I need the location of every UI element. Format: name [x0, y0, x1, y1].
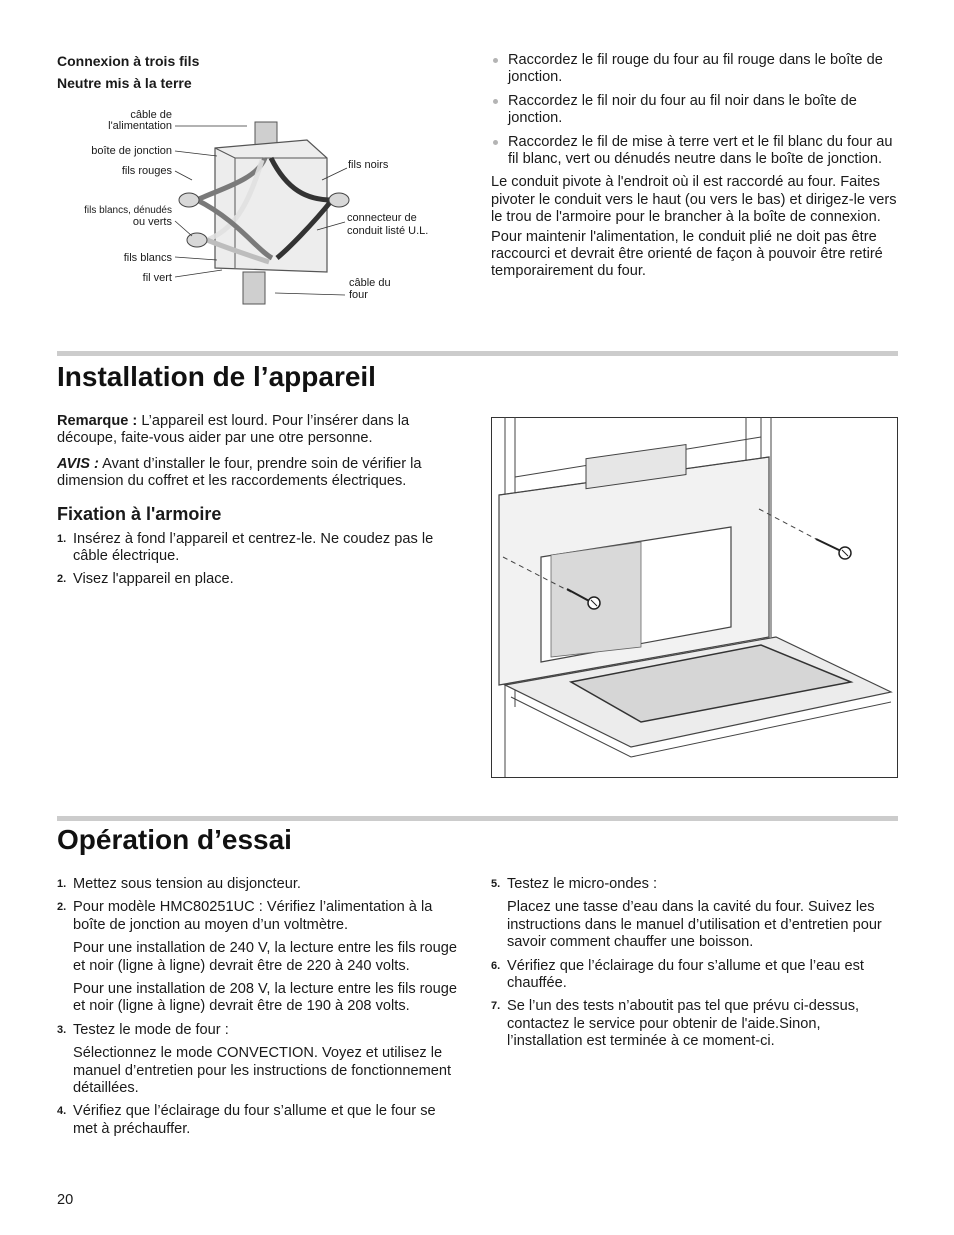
step-subtext: Pour une installation de 208 V, la lecture entre les fils rouge et noir (ligne à ligne) devrait être de 190 à 208 volts.	[73, 981, 458, 1015]
remark-paragraph	[57, 413, 462, 448]
test-steps-left	[57, 876, 462, 1144]
label-or-green: ou verts	[132, 216, 172, 228]
step-number: 2.	[57, 573, 67, 586]
list-item	[57, 1103, 462, 1138]
step-text: Visez l'appareil en place.	[73, 571, 234, 588]
list-item: Raccordez le fil rouge du four au fil rouge dans le boîte de jonction.	[491, 52, 899, 87]
step-text: Se l’un des tests n’aboutit pas tel que prévu ci-dessus, contactez le service pour obtenir de l'aide.Sinon, l’installation est terminée à ce moment-ci.	[507, 998, 860, 1050]
step-number: 6.	[491, 959, 501, 972]
step-number: 7.	[491, 1000, 501, 1013]
label-green-wire: fil vert	[142, 272, 172, 284]
step-subtext: Pour une installation de 240 V, la lecture entre les fils rouge et noir (ligne à ligne) devrait être de 220 à 240 volts.	[73, 940, 458, 974]
label-white-bare-wires: fils blancs, dénudés	[84, 205, 172, 216]
step-text: Testez le micro-ondes :	[507, 876, 658, 892]
list-item: Raccordez le fil de mise à terre vert et le fil blanc du four au fil blanc, vert ou dénudés neutre dans le boîte de jonction.	[491, 134, 899, 169]
installation-title: Installation de l’appareil	[57, 361, 376, 392]
avis-text: Avant d’installer le four, prendre soin de vérifier la dimension du coffret et les raccordements électriques.	[57, 455, 422, 490]
installation-text	[57, 413, 462, 595]
wiring-bullet-list	[491, 52, 899, 168]
list-item: Raccordez le fil noir du four au fil noir dans le boîte de jonction.	[491, 93, 899, 128]
step-subtext: Sélectionnez le mode CONVECTION. Voyez et utilisez le manuel d’entretien pour les instructions de fonctionnement détaillées.	[73, 1045, 452, 1097]
step-number: 5.	[491, 878, 501, 890]
step-subtext: Placez une tasse d’eau dans la cavité du four. Suivez les instructions dans le manuel d’utilisation et d’entretien pour savoir comment chauffer une boisson.	[507, 899, 882, 951]
label-supply-cable-1: câble de	[130, 109, 172, 121]
step-number: 2.	[57, 901, 67, 914]
step-number: 1.	[57, 532, 67, 545]
step-text: Vérifiez que l’éclairage du four s’allume et que l’eau est chauffée.	[507, 957, 864, 992]
step-number: 1.	[57, 878, 67, 890]
wire-nut-icon	[329, 193, 349, 207]
label-red-wires: fils rouges	[121, 165, 172, 177]
label-white-wires: fils blancs	[123, 252, 172, 264]
test-title: Opération d’essai	[57, 824, 292, 855]
step-text: Pour modèle HMC80251UC : Vérifiez l’alimentation à la boîte de jonction au moyen d’un voltmètre.	[73, 899, 433, 933]
list-item	[57, 531, 462, 566]
oven-installation-illustration	[491, 417, 898, 778]
test-step-list	[491, 876, 899, 1051]
wiring-diagram	[57, 100, 457, 315]
label-supply-cable-2: l'alimentation	[108, 120, 172, 132]
list-item	[491, 876, 899, 952]
section-divider	[57, 351, 898, 356]
label-junction-box: boîte de jonction	[91, 145, 172, 157]
label-oven-cable-1: câble du	[349, 277, 391, 289]
label-black-wires: fils noirs	[348, 159, 389, 171]
step-text: Insérez à fond l’appareil et centrez-le. Ne coudez pas le câble électrique.	[73, 530, 434, 565]
test-steps-right	[491, 876, 899, 1057]
step-number: 4.	[57, 1105, 67, 1118]
wiring-heading-1: Connexion à trois fils	[57, 53, 200, 69]
wire-nut-icon	[179, 193, 199, 207]
page-number: 20	[57, 1192, 74, 1208]
step-text: Vérifiez que l’éclairage du four s’allume et que le four se met à préchauffer.	[73, 1103, 436, 1137]
oven-conduit	[243, 272, 265, 304]
avis-paragraph	[57, 456, 462, 491]
list-item	[57, 876, 462, 893]
step-text: Testez le mode de four :	[73, 1021, 229, 1038]
power-paragraph: Pour maintenir l'alimentation, le conduit plié ne doit pas être raccourci et devrait être orienté de façon à pouvoir être retiré temporairement du four.	[491, 228, 883, 280]
list-item	[57, 899, 462, 1015]
fixation-subtitle: Fixation à l'armoire	[57, 503, 222, 524]
conduit-paragraph: Le conduit pivote à l'endroit où il est raccordé au four. Faites pivoter le conduit vers le haut (ou vers le bas) et dirigez-le vers le trou de l'armoire pour le brancher à la boîte de connexion.	[491, 174, 897, 226]
avis-label: AVIS :	[57, 455, 99, 472]
list-item	[57, 571, 462, 588]
list-item	[491, 998, 899, 1050]
label-connector-2: conduit listé U.L.	[347, 225, 429, 237]
remark-label: Remarque :	[57, 413, 138, 429]
wire-nut-icon	[187, 233, 207, 247]
step-text: Mettez sous tension au disjoncteur.	[73, 876, 301, 892]
section-divider	[57, 816, 898, 821]
wiring-heading-2: Neutre mis à la terre	[57, 75, 192, 91]
list-item	[491, 958, 899, 993]
test-step-list	[57, 876, 462, 1138]
step-number: 3.	[57, 1023, 67, 1036]
fixation-steps	[57, 531, 462, 589]
label-connector-1: connecteur de	[347, 212, 417, 224]
wiring-headings	[57, 50, 199, 94]
wiring-instructions	[491, 52, 899, 283]
label-oven-cable-2: four	[349, 289, 368, 301]
list-item	[57, 1022, 462, 1098]
remark-text: L’appareil est lourd. Pour l’insérer dans la découpe, faite-vous aider par une otre personne.	[57, 413, 410, 447]
